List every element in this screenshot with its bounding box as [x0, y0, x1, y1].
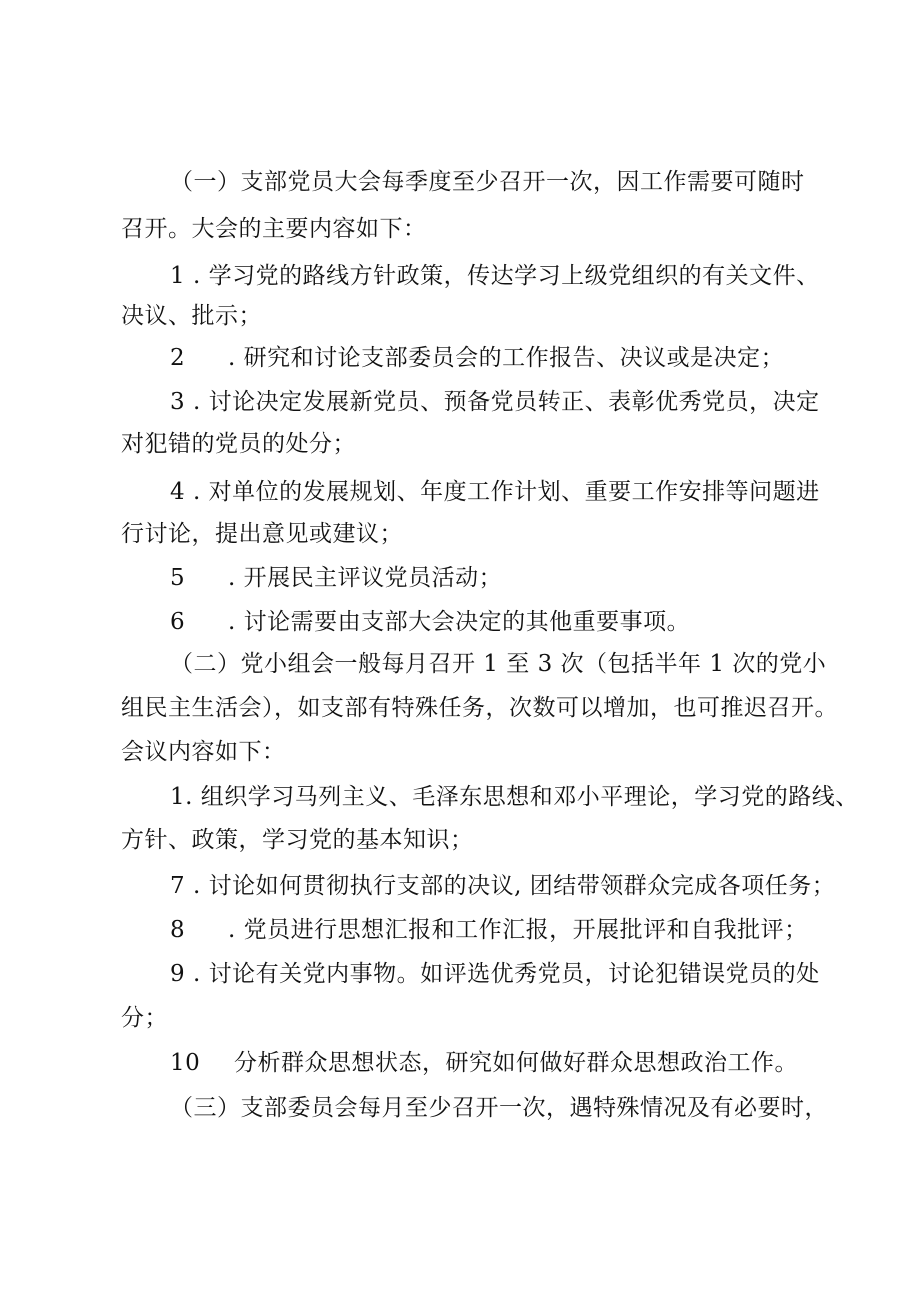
list-item-line [0, 777, 920, 817]
list-number: 6 [170, 609, 186, 635]
list-item-line [0, 558, 920, 598]
text-run: 1 . 学习党的路线方针政策，传达学习上级党组织的有关文件、 [170, 263, 820, 289]
text-run: 1. 组织学习马列主义、毛泽东思想和邓小平理论，学习党的路线、 [170, 784, 859, 810]
text-run: . 开展民主评议党员活动； [228, 565, 503, 591]
list-item-line [0, 602, 920, 642]
paragraph-line [0, 1088, 920, 1128]
list-item-line [0, 866, 920, 906]
list-item-line [0, 998, 920, 1038]
list-item-line [0, 338, 920, 378]
list-number: 10 [170, 1050, 201, 1076]
text-run: 会议内容如下： [121, 739, 286, 765]
list-item-line [0, 954, 920, 994]
text-run: （三）支部委员会每月至少召开一次，遇特殊情况及有必要时， [170, 1095, 828, 1121]
text-run: 召开。大会的主要内容如下： [121, 216, 427, 242]
list-item-line [0, 820, 920, 860]
list-number: 2 [170, 345, 186, 371]
list-item-line [0, 424, 920, 464]
paragraph-line [0, 209, 920, 249]
text-run: 9 . 讨论有关党内事物。如评选优秀党员，讨论犯错误党员的处 [170, 961, 820, 987]
list-item-line [0, 514, 920, 554]
text-run: . 讨论需要由支部大会决定的其他重要事项。 [228, 609, 691, 635]
text-run: 分； [121, 1005, 168, 1031]
text-run: 行讨论，提出意见或建议； [121, 521, 403, 547]
text-run: . 党员进行思想汇报和工作汇报，开展批评和自我批评； [228, 917, 808, 943]
text-run: 对犯错的党员的处分； [121, 431, 356, 457]
list-item-line [0, 256, 920, 296]
paragraph-line [0, 162, 920, 202]
list-item-line [0, 296, 920, 336]
paragraph-line [0, 644, 920, 684]
list-number: 8 [170, 917, 186, 943]
text-run: 组民主生活会），如支部有特殊任务，次数可以增加，也可推迟召开。 [121, 695, 838, 721]
list-item-line [0, 1043, 920, 1083]
text-run: 分析群众思想状态，研究如何做好群众思想政治工作。 [234, 1050, 798, 1076]
text-run: 7 . 讨论如何贯彻执行支部的决议, 团结带领群众完成各项任务； [170, 873, 836, 899]
text-run: 方针、政策，学习党的基本知识； [121, 827, 474, 853]
text-run: 4 . 对单位的发展规划、年度工作计划、重要工作安排等问题进 [170, 479, 820, 505]
text-run: 3 . 讨论决定发展新党员、预备党员转正、表彰优秀党员，决定 [170, 389, 820, 415]
paragraph-line [0, 732, 920, 772]
list-item-line [0, 472, 920, 512]
list-item-line [0, 910, 920, 950]
text-run: （二）党小组会一般每月召开 1 至 3 次（包括半年 1 次的党小 [170, 651, 827, 677]
list-item-line [0, 382, 920, 422]
text-run: . 研究和讨论支部委员会的工作报告、决议或是决定； [228, 345, 785, 371]
text-run: （一）支部党员大会每季度至少召开一次，因工作需要可随时 [170, 169, 805, 195]
text-run: 决议、批示； [121, 303, 262, 329]
paragraph-line [0, 688, 920, 728]
list-number: 5 [170, 565, 186, 591]
